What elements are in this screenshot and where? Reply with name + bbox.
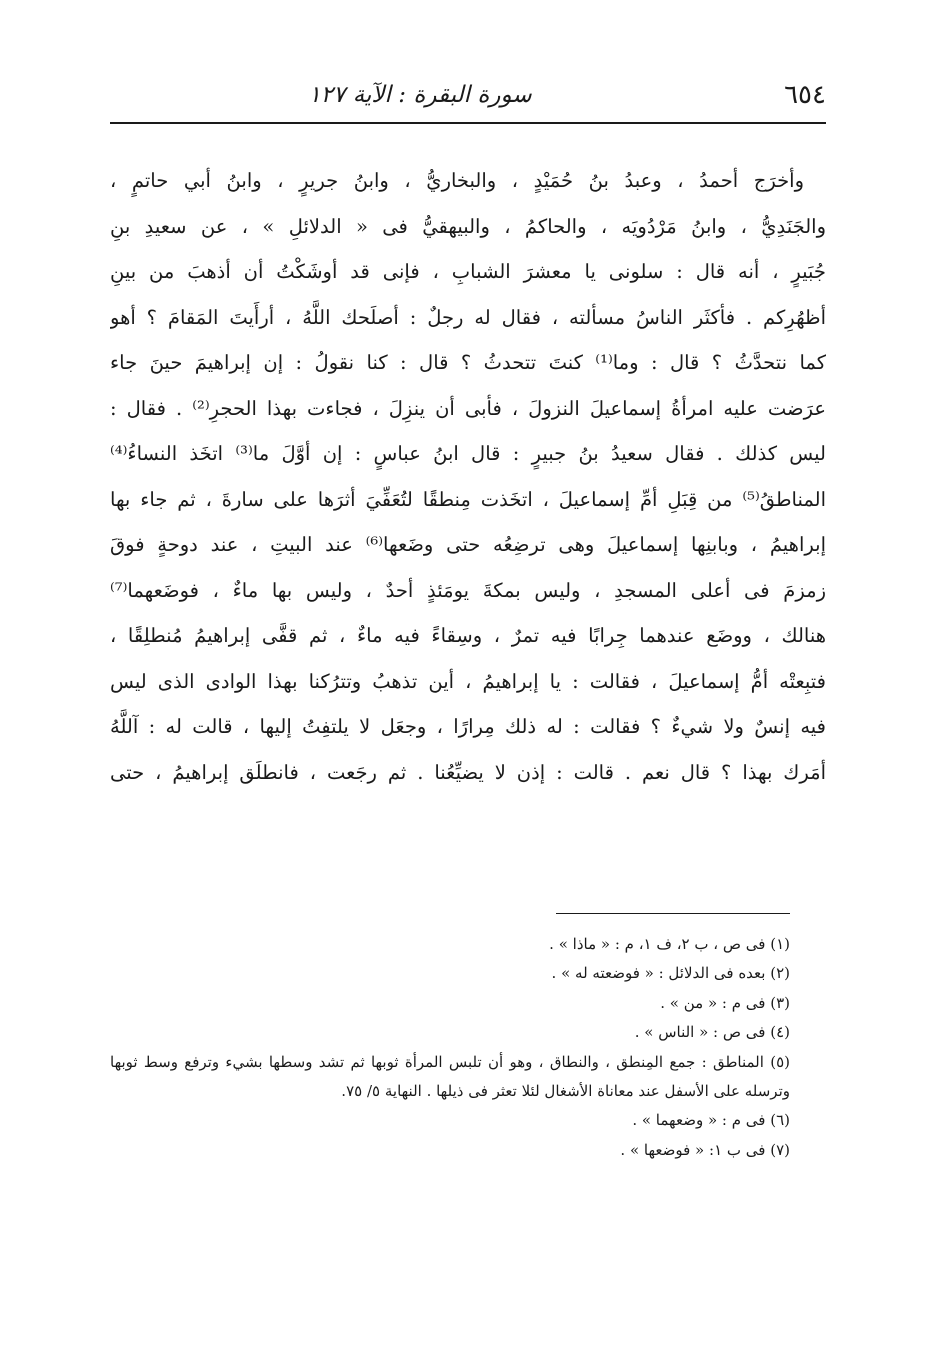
text-line: زمزمَ فى أعلى المسجدِ ، وليس بمكةَ يومَئذٍ أحدٌ ، وليس بها ماءٌ ، فوضَعهما⁽⁷⁾	[110, 578, 826, 602]
text-line: أمَرك بهذا ؟ قال نعم . قالت : إذن لا يضيِّعُنا . ثم رجَعت ، فانطلَق إبراهيمُ ، حتى	[110, 760, 826, 784]
footnote: (٦) فى م : « وضعهما » .	[632, 1111, 790, 1130]
footnotes	[110, 930, 790, 1165]
footnote: (٥) المناطق : جمع المِنطق ، والنطاق ، وهو أن تلبس المرأة ثوبها ثم تشد وسطها بشيء وترفع وسط ثوبها	[110, 1052, 790, 1071]
text-line: فيه إنسٌ ولا شيءٌ ؟ فقالت : له ذلك مِرارًا ، وجعَل لا يلتفِتُ إليها ، قالت له : آللَّهُ	[110, 715, 826, 738]
text-line: ليس كذلك . فقال سعيدُ بنُ جبيرٍ : قال ابنُ عباسٍ : إن أوَّلَ ما⁽³⁾ اتخَذ النساءُ⁽⁴⁾	[110, 442, 826, 465]
running-title: سورة البقرة : الآية ١٢٧	[308, 82, 532, 108]
footnote: (٣) فى م : « من » .	[660, 993, 790, 1012]
footnote: (٧) فى ب ١: « فوضعها » .	[620, 1140, 790, 1159]
text-line: وأخرَج أحمدُ ، وعبدُ بنُ حُمَيْدٍ ، والبخاريُّ ، وابنُ جريرٍ ، وابنُ أبي حاتمٍ ،	[110, 169, 804, 192]
text-line: إبراهيمُ ، وبابنِها إسماعيلَ وهى ترضِعُه حتى وضَعها⁽⁶⁾ عند البيتِ ، عند دوحةٍ فوقَ	[110, 533, 826, 556]
text-line: عرَضت عليه امرأةُ إسماعيلَ النزولَ ، فأبى أن ينزِلَ ، فجاءت بهذا الحجرِ⁽²⁾ . فقال :	[110, 396, 826, 420]
text-line: أظهُرِكم . فأكثَر الناسُ مسألته ، فقال له رجلٌ : أصلَحك اللَّهُ ، أرأَيتَ المَقامَ ؟ أهو	[110, 305, 826, 329]
text-line: المناطقُ⁽⁵⁾ من قِبَلِ أمِّ إسماعيلَ ، اتخَذت مِنطقًا لتُعَفِّيَ أثرَها على سارةَ ، ثم جاء بها	[110, 487, 826, 511]
footnote-separator	[556, 913, 790, 914]
text-line: والجَنَدِيُّ ، وابنُ مَرْدُويَه ، والحاكمُ ، والبيهقيُّ فى « الدلائلِ » ، عن سعيدِ بنِ	[110, 214, 826, 238]
footnote: (٤) فى ص : « الناس » .	[634, 1023, 790, 1042]
text-line: جُبَيرٍ ، أنه قال : سلونى يا معشرَ الشبابِ ، فإنى قد أوشَكْتُ أن أذهبَ من بينِ	[110, 260, 826, 283]
footnote-continuation: وترسله على الأسفل عند معاناة الأشغال لئلا تعثر فى ذيلها . النهاية ٥/ ٧٥.	[341, 1081, 790, 1100]
text-line: كما نتحدَّثُ ؟ قال : وما⁽¹⁾ كنتَ تتحدثُ ؟ قال : كنا نقولُ : إن إبراهيمَ حينَ جاء	[110, 351, 826, 374]
page-header	[110, 78, 826, 118]
footnote: (١) فى ص ، ب ٢، ف ١، م : « ماذا » .	[549, 935, 790, 953]
text-line: هنالك ، ووضَع عندهما جِرابًا فيه تمرٌ ، وسِقاءً فيه ماءٌ ، ثم قفَّى إبراهيمُ مُنطلِقًا ،	[110, 624, 826, 647]
footnote: (٢) بعده فى الدلائل : « فوضعته له » .	[551, 964, 790, 983]
header-rule	[110, 122, 826, 124]
main-text	[110, 158, 826, 795]
page-number: ٦٥٤	[784, 80, 826, 110]
text-line: فتبِعتْه أمُّ إسماعيلَ ، فقالت : يا إبراهيمُ ، أين تذهبُ وتترُكنا بهذا الوادى الذى ليس	[110, 669, 826, 693]
